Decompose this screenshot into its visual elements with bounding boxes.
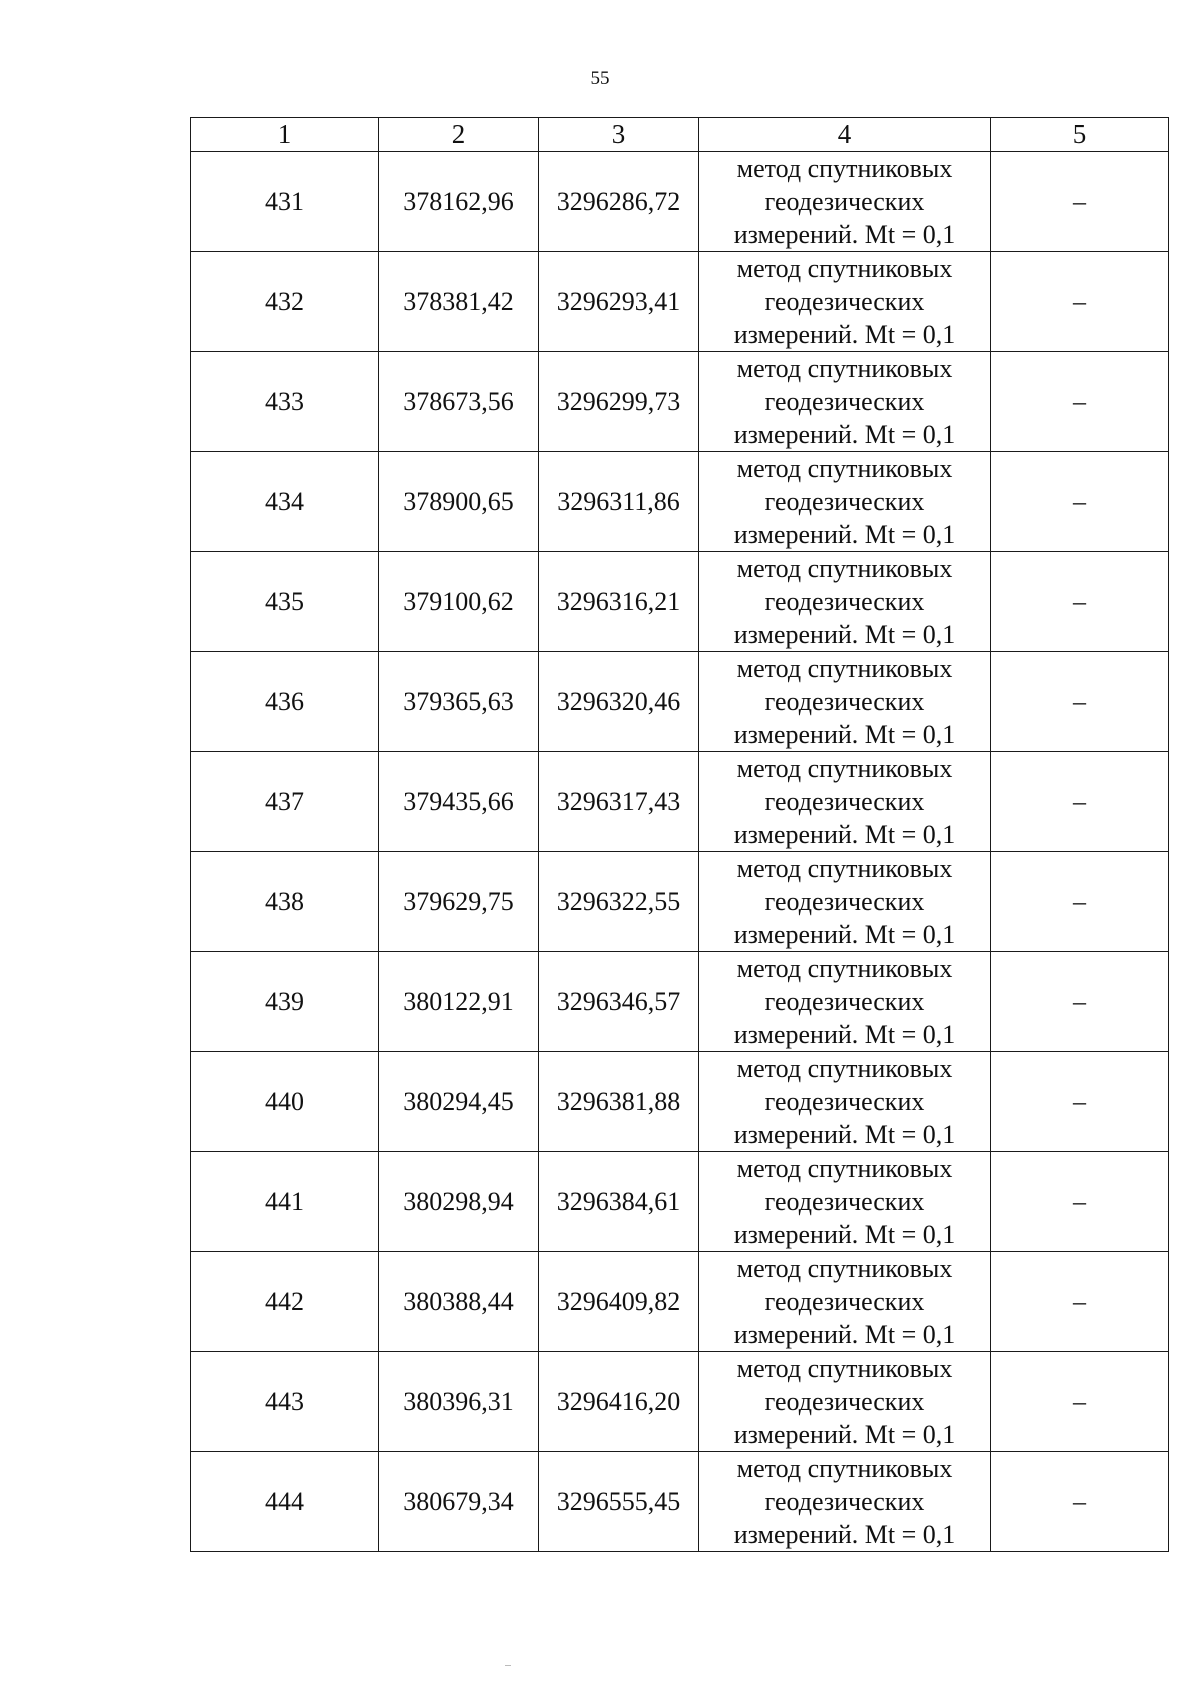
method-line: метод спутниковых — [736, 754, 953, 783]
method-cell — [699, 352, 991, 452]
method-line: метод спутниковых — [736, 454, 953, 483]
method-line: геодезических — [764, 887, 925, 916]
method-line: измерений. Mt = 0,1 — [733, 820, 956, 849]
method-line: метод спутниковых — [736, 654, 953, 683]
method-line: метод спутниковых — [736, 1154, 953, 1183]
point-number-cell: 440 — [191, 1052, 379, 1152]
method-line: метод спутниковых — [736, 354, 953, 383]
method-line: измерений. Mt = 0,1 — [733, 1520, 956, 1549]
table-row — [191, 752, 1169, 852]
point-number-cell: 437 — [191, 752, 379, 852]
point-number-cell: 442 — [191, 1252, 379, 1352]
x-coordinate-cell: 379100,62 — [379, 552, 539, 652]
method-line: метод спутниковых — [736, 254, 953, 283]
method-line: измерений. Mt = 0,1 — [733, 520, 956, 549]
note-cell: – — [991, 1352, 1169, 1452]
note-cell: – — [991, 252, 1169, 352]
method-line: измерений. Mt = 0,1 — [733, 920, 956, 949]
point-number-cell: 439 — [191, 952, 379, 1052]
page-number: 55 — [590, 68, 610, 89]
method-cell — [699, 1452, 991, 1552]
method-line: геодезических — [764, 187, 925, 216]
table-row — [191, 1352, 1169, 1452]
point-number-cell: 432 — [191, 252, 379, 352]
method-line: измерений. Mt = 0,1 — [733, 420, 956, 449]
y-coordinate-cell: 3296320,46 — [539, 652, 699, 752]
point-number-cell: 441 — [191, 1152, 379, 1252]
method-line: измерений. Mt = 0,1 — [733, 1320, 956, 1349]
scan-mark — [505, 1665, 511, 1666]
method-line: метод спутниковых — [736, 954, 953, 983]
header-cell-col-5: 5 — [991, 118, 1169, 152]
method-line: геодезических — [764, 387, 925, 416]
table-header — [191, 118, 1169, 152]
table-row — [191, 152, 1169, 252]
coordinates-table — [190, 117, 1169, 1552]
table-row — [191, 1152, 1169, 1252]
method-line: геодезических — [764, 1287, 925, 1316]
table-row — [191, 552, 1169, 652]
x-coordinate-cell: 380122,91 — [379, 952, 539, 1052]
note-cell: – — [991, 1152, 1169, 1252]
method-line: измерений. Mt = 0,1 — [733, 1220, 956, 1249]
method-line: геодезических — [764, 687, 925, 716]
header-cell-col-1: 1 — [191, 118, 379, 152]
y-coordinate-cell: 3296381,88 — [539, 1052, 699, 1152]
note-cell: – — [991, 952, 1169, 1052]
note-cell: – — [991, 1252, 1169, 1352]
y-coordinate-cell: 3296286,72 — [539, 152, 699, 252]
table-row — [191, 852, 1169, 952]
point-number-cell: 433 — [191, 352, 379, 452]
method-line: измерений. Mt = 0,1 — [733, 320, 956, 349]
method-cell — [699, 152, 991, 252]
method-cell — [699, 252, 991, 352]
x-coordinate-cell: 378381,42 — [379, 252, 539, 352]
method-line: геодезических — [764, 587, 925, 616]
method-cell — [699, 552, 991, 652]
method-line: измерений. Mt = 0,1 — [733, 620, 956, 649]
method-line: метод спутниковых — [736, 1254, 953, 1283]
note-cell: – — [991, 852, 1169, 952]
x-coordinate-cell: 379365,63 — [379, 652, 539, 752]
y-coordinate-cell: 3296299,73 — [539, 352, 699, 452]
note-cell: – — [991, 552, 1169, 652]
table-row — [191, 1452, 1169, 1552]
table-row — [191, 1052, 1169, 1152]
x-coordinate-cell: 378900,65 — [379, 452, 539, 552]
method-line: геодезических — [764, 1087, 925, 1116]
point-number-cell: 436 — [191, 652, 379, 752]
method-line: геодезических — [764, 1387, 925, 1416]
point-number-cell: 434 — [191, 452, 379, 552]
method-line: измерений. Mt = 0,1 — [733, 1420, 956, 1449]
x-coordinate-cell: 379629,75 — [379, 852, 539, 952]
table-row — [191, 252, 1169, 352]
note-cell: – — [991, 652, 1169, 752]
header-cell-col-3: 3 — [539, 118, 699, 152]
note-cell: – — [991, 752, 1169, 852]
table-row — [191, 1252, 1169, 1352]
y-coordinate-cell: 3296416,20 — [539, 1352, 699, 1452]
y-coordinate-cell: 3296555,45 — [539, 1452, 699, 1552]
method-cell — [699, 1352, 991, 1452]
method-cell — [699, 752, 991, 852]
y-coordinate-cell: 3296322,55 — [539, 852, 699, 952]
method-line: метод спутниковых — [736, 1454, 953, 1483]
note-cell: – — [991, 152, 1169, 252]
method-line: геодезических — [764, 287, 925, 316]
note-cell: – — [991, 352, 1169, 452]
x-coordinate-cell: 380294,45 — [379, 1052, 539, 1152]
note-cell: – — [991, 1052, 1169, 1152]
note-cell: – — [991, 1452, 1169, 1552]
note-cell: – — [991, 452, 1169, 552]
header-cell-col-2: 2 — [379, 118, 539, 152]
x-coordinate-cell: 380298,94 — [379, 1152, 539, 1252]
method-line: измерений. Mt = 0,1 — [733, 1120, 956, 1149]
y-coordinate-cell: 3296311,86 — [539, 452, 699, 552]
method-line: метод спутниковых — [736, 154, 953, 183]
method-line: геодезических — [764, 787, 925, 816]
x-coordinate-cell: 380396,31 — [379, 1352, 539, 1452]
x-coordinate-cell: 378162,96 — [379, 152, 539, 252]
method-cell — [699, 1252, 991, 1352]
method-cell — [699, 852, 991, 952]
point-number-cell: 443 — [191, 1352, 379, 1452]
method-cell — [699, 952, 991, 1052]
method-line: метод спутниковых — [736, 554, 953, 583]
method-line: метод спутниковых — [736, 1354, 953, 1383]
table-row — [191, 452, 1169, 552]
method-line: измерений. Mt = 0,1 — [733, 220, 956, 249]
x-coordinate-cell: 378673,56 — [379, 352, 539, 452]
method-cell — [699, 1152, 991, 1252]
table-body — [191, 152, 1169, 1552]
method-line: геодезических — [764, 1487, 925, 1516]
table-row — [191, 352, 1169, 452]
header-row — [191, 118, 1169, 152]
method-line: геодезических — [764, 487, 925, 516]
x-coordinate-cell: 380679,34 — [379, 1452, 539, 1552]
x-coordinate-cell: 379435,66 — [379, 752, 539, 852]
x-coordinate-cell: 380388,44 — [379, 1252, 539, 1352]
method-cell — [699, 1052, 991, 1152]
y-coordinate-cell: 3296409,82 — [539, 1252, 699, 1352]
point-number-cell: 438 — [191, 852, 379, 952]
header-cell-col-4: 4 — [699, 118, 991, 152]
table-row — [191, 952, 1169, 1052]
y-coordinate-cell: 3296293,41 — [539, 252, 699, 352]
y-coordinate-cell: 3296346,57 — [539, 952, 699, 1052]
method-line: измерений. Mt = 0,1 — [733, 1020, 956, 1049]
point-number-cell: 435 — [191, 552, 379, 652]
y-coordinate-cell: 3296317,43 — [539, 752, 699, 852]
point-number-cell: 444 — [191, 1452, 379, 1552]
method-line: метод спутниковых — [736, 1054, 953, 1083]
method-line: метод спутниковых — [736, 854, 953, 883]
method-line: геодезических — [764, 1187, 925, 1216]
method-line: измерений. Mt = 0,1 — [733, 720, 956, 749]
method-cell — [699, 452, 991, 552]
y-coordinate-cell: 3296316,21 — [539, 552, 699, 652]
method-line: геодезических — [764, 987, 925, 1016]
y-coordinate-cell: 3296384,61 — [539, 1152, 699, 1252]
method-cell — [699, 652, 991, 752]
point-number-cell: 431 — [191, 152, 379, 252]
table-row — [191, 652, 1169, 752]
